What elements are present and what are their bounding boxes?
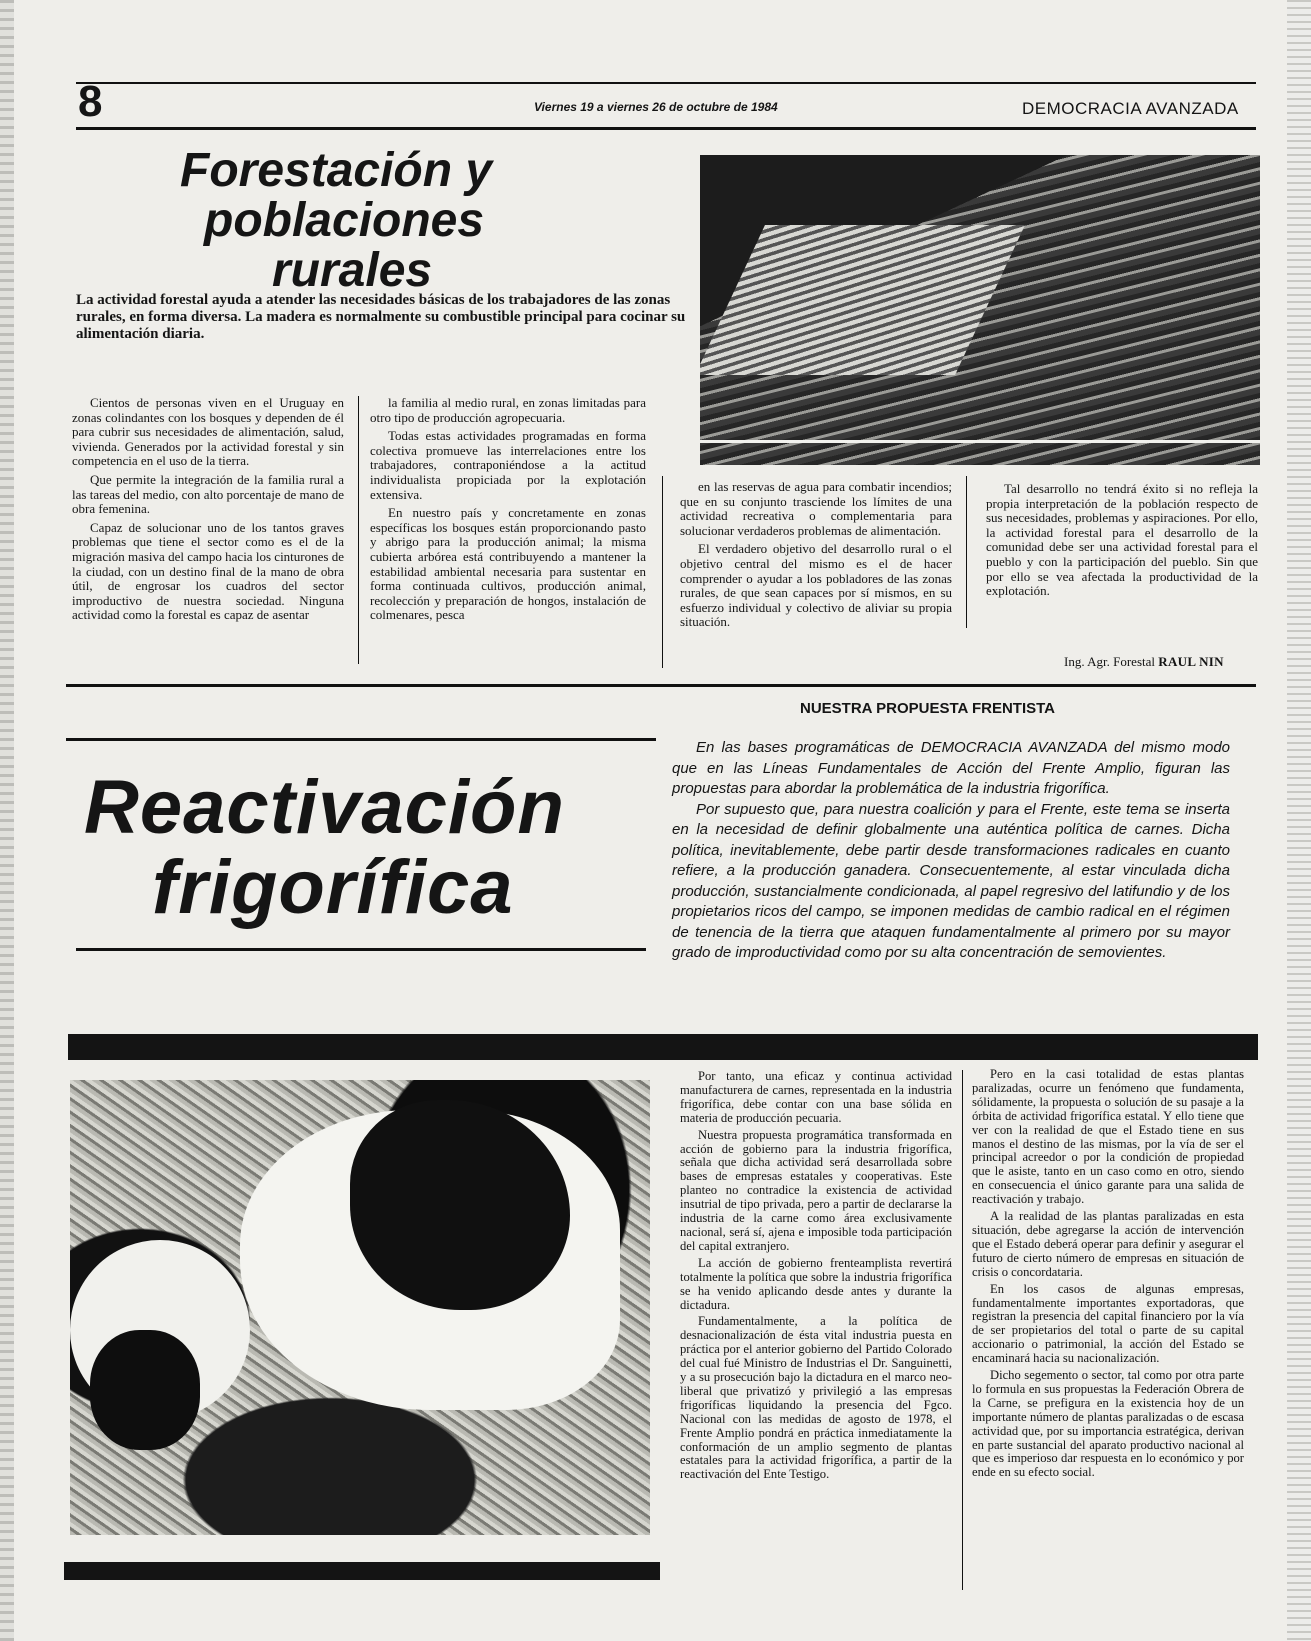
header-bottom-rule: [76, 127, 1256, 130]
article1-deck: La actividad forestal ayuda a atender las necesidades básicas de los trabajadores de las zonas rurales, en forma diversa. La madera es normalmente su combustible principal para cocinar su alimentación diaria.: [76, 292, 686, 342]
column-divider: [358, 396, 359, 664]
article2-col1-paragraph: Por tanto, una eficaz y continua actividad manufacturera de carnes, representada en la industria frigorífica, debe contar con una base sólida en materia de producción pecuaria.: [680, 1069, 952, 1125]
article1-col4-paragraph: Tal desarrollo no tendrá éxito si no refleja la propia interpretación de la población respecto de sus necesidades, problemas y aspiraciones. Por ello, la actividad forestal para el desarrollo de la comunidad debe ser una actividad forestal para el pueblo y con la participación del pueblo. Sin que por ello se vea afectada la productividad de la explotación.: [986, 481, 1258, 599]
column-divider: [662, 476, 663, 668]
article1-headline: [180, 146, 600, 296]
header-top-rule: [76, 82, 1256, 84]
article1-column-2: [370, 396, 646, 627]
article2-photo-cattle: [70, 1080, 650, 1535]
article1-column-4: [986, 482, 1258, 603]
article1-photo: [700, 155, 1260, 465]
page-number: 8: [78, 77, 103, 126]
headline2-top-rule: [66, 738, 656, 741]
section-divider: [66, 684, 1256, 687]
article1-photo-scan-band: [700, 440, 1260, 443]
article1-col1-paragraph: Capaz de solucionar uno de los tantos graves problemas que tiene el sector como es el de la migración masiva del campo hacia los cinturones de la ciudad, con un destino final de la mano de obra útil, de engrosar los cuadros del sector improductivo de nuestra sociedad. Ninguna actividad como la forestal es capaz de asentar: [72, 519, 344, 623]
column-divider: [962, 1070, 963, 1590]
article2-col1-paragraph: Fundamentalmente, a la política de desnacionalización de ésta vital industria puesta en práctica por el anterior gobierno del Partido Colorado del cual fué Ministro de Industrias el Dr. Sanguinetti, y a su prosecución bajo la dictadura en el marco neo-liberal que privatizó y privilegió a las empresas frigoríficas liquidando la presencia del Fgco. Nacional con las medidas de agosto de 1978, el Frente Amplio pondrá en práctica inmediatamente la conformación de un amplio segmento de plantas estatales para la actividad frigorífica, a partir de la reactivación del Ente Testigo.: [680, 1314, 952, 1482]
article2-lede: [672, 738, 1230, 964]
section-black-bar: [68, 1034, 1258, 1060]
article2-lede-paragraph: Por supuesto que, para nuestra coalición y para el Frente, este tema se inserta en la necesidad de definir globalmente una auténtica política de carnes. Dicha política, inevitablemente, debe partir desde transformaciones radicales en cuanto refiere, a la producción ganadera. Consecuentemente, al estar vinculada dicha producción, sustancialmente condicionada, al papel regresivo del latifundio y de los propietarios ricos del campo, se imponen medidas de cambio radical en el régimen de tenencia de la tierra que ataquen fundamentalmente al primero por su mayor grado de improductividad como por su alta concentración de semovientes.: [672, 800, 1230, 961]
article2-col2-paragraph: En los casos de algunas empresas, fundamentalmente importantes exportadoras, que registran la presencia del capital financiero por la vía de ser propietarios del total o parte de su capital accionario o patrimonial, la acción del Estado se encaminará hacia su nacionalización.: [972, 1281, 1244, 1366]
article1-col1-paragraph: Que permite la integración de la familia rural a las tareas del medio, con alto porcentaje de mano de obra femenina.: [72, 471, 344, 517]
column-divider: [966, 476, 967, 628]
photo-cow-black-patch: [90, 1330, 200, 1450]
article1-col3-paragraph: El verdadero objetivo del desarrollo rural o el objetivo central del mismo es el de hacer comprender o ayudar a los pobladores de las zonas rurales, de que sean capaces por sí mismos, en su esfuerzo individual y colectivo de aliviar su propia situación.: [680, 541, 952, 630]
article2-col1-paragraph: Nuestra propuesta programática transformada en acción de gobierno para la industria frigorífica, señala que dicha actividad será desarrollada sobre bases de empresas estatales y cooperativas. Este planteo no contradice la existencia de actividad insutrial de tipo privada, pero a partir de declararse la industria de la carne como área exclusivamente nacional, será sí, ajena e imposible toda participación del capital extranjero.: [680, 1127, 952, 1253]
article1-col2-paragraph: En nuestro país y concretamente en zonas específicas los bosques están proporcionando pasto y abrigo para la producción animal; la misma cubierta arbórea está contribuyendo a mantener la estabilidad ambiental necesaria para sustentar en forma continuada cultivos, producción animal, recolección y preparación de hongos, instalación de colmenares, pesca: [370, 505, 646, 623]
article2-column-1: [680, 1070, 952, 1485]
article2-headline-line2: frigorífica: [152, 845, 514, 930]
article1-col1-paragraph: Cientos de personas viven en el Uruguay en zonas colindantes con los bosques y dependen de él para cubrir sus necesidades de alimentación, salud, vivienda. Generados por la actividad forestal y sin competencia en el uso de la tierra.: [72, 395, 344, 469]
article1-headline-line3: rurales: [272, 244, 433, 297]
article2-headline: [84, 765, 664, 930]
article2-col2-paragraph: A la realidad de las plantas paralizadas en esta situación, debe agregarse la acción de intervención que el Estado deberá operar para definir y asegurar el futuro de cierto número de empresas en situación de crisis o concordataria.: [972, 1209, 1244, 1279]
article1-col2-paragraph: la familia al medio rural, en zonas limitadas para otro tipo de producción agropecuaria.: [370, 395, 646, 425]
scan-edge-right: [1287, 0, 1311, 1641]
article2-col2-paragraph: Pero en la casi totalidad de estas plantas paralizadas, ocurre un fenómeno que fundamenta, sólidamente, la propuesta o solución de su pasaje a la órbita de actividad frigorífica estatal. Y ello tiene que ver con la realidad de que el Estado tiene en sus manos el destino de las mismas, por la vía de ser el principal acreedor o por la condición de propiedad que le asiste, tanto en un caso como en otro, siendo en consecuencia el único garante para una salida de reactivación y trabajo.: [972, 1067, 1244, 1207]
article2-kicker: NUESTRA PROPUESTA FRENTISTA: [800, 700, 1056, 717]
dateline: Viernes 19 a viernes 26 de octubre de 1984: [534, 100, 778, 114]
article2-col2-paragraph: Dicho segemento o sector, tal como por otra parte lo formula en sus propuestas la Federación Obrera de la Carne, se prefigura en la existencia hoy de un importante número de plantas paralizadas o de escasa actividad que, por su importancia estratégica, derivan en parte sustancial del aparato productivo nacional al que es imperioso dar respuesta en lo económico y por ende en su efecto social.: [972, 1368, 1244, 1480]
article2-col1-paragraph: La acción de gobierno frenteamplista revertirá totalmente la política que sobre la industria frigorífica se ha venido aplicando desde antes y durante la dictadura.: [680, 1255, 952, 1312]
article1-photo-machine: [700, 225, 1025, 375]
article2-column-2: [972, 1068, 1244, 1483]
article1-col2-paragraph: Todas estas actividades programadas en forma colectiva promueve las interrelaciones entre los trabajadores, contraponiéndose a la actitud individualista propiciada por la explotación extensiva.: [370, 428, 646, 502]
byline-title: Ing. Agr. Forestal: [1064, 654, 1155, 669]
article2-lede-paragraph: En las bases programáticas de DEMOCRACIA AVANZADA del mismo modo que en las Líneas Fundamentales de Acción del Frente Amplio, figuran las propuestas para abordar la problemática de la industria frigorífica.: [672, 739, 1230, 797]
byline-name: RAUL NIN: [1158, 654, 1224, 669]
article1-col3-paragraph: en las reservas de agua para combatir incendios; que en su conjunto trasciende los límites de una actividad recreativa o complementaria para solucionar verdaderos problemas de alimentación.: [680, 479, 952, 538]
article1-column-3: [680, 480, 952, 634]
headline2-bottom-rule: [76, 948, 646, 951]
scan-edge-left: [0, 0, 14, 1641]
masthead: DEMOCRACIA AVANZADA: [1022, 99, 1239, 118]
photo-bottom-bar: [64, 1562, 660, 1580]
article2-headline-line1: Reactivación: [84, 765, 565, 850]
article1-headline-line1: Forestación y: [180, 144, 493, 197]
article1-column-1: [72, 396, 344, 627]
article1-byline: [1064, 654, 1224, 670]
article1-headline-line2: poblaciones: [204, 194, 485, 247]
